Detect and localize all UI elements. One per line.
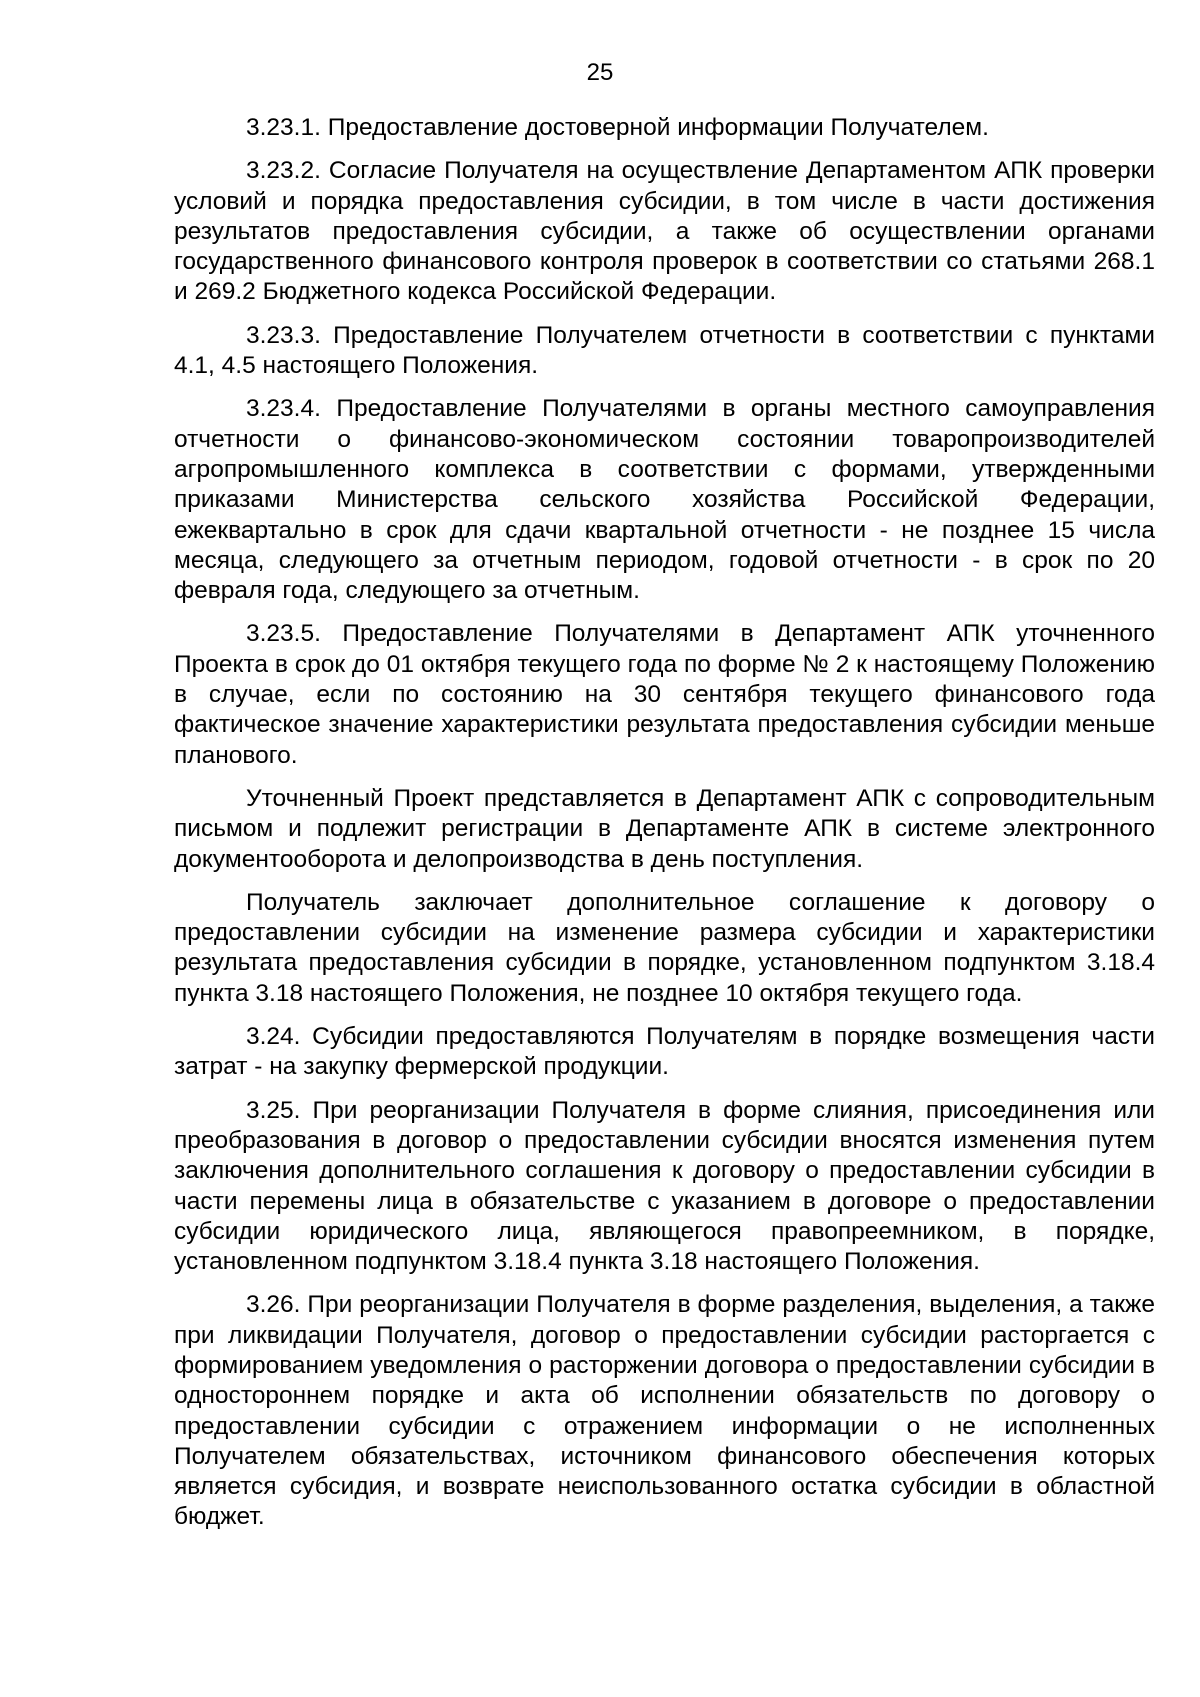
paragraph-supplementary-agreement: Получатель заключает дополнительное соглашение к договору о предоставлении субсидии на изменение размера субсидии и характеристики результата предоставления субсидии в порядке, установленном подпунктом 3.18.4 пункта 3.18 настоящего Положения, не позднее 10 октября текущего года. xyxy=(174,888,1155,1007)
paragraph-3-24: 3.24. Субсидии предоставляются Получателям в порядке возмещения части затрат - на закупку фермерской продукции. xyxy=(174,1023,1155,1081)
paragraph-3-23-4: 3.23.4. Предоставление Получателями в органы местного самоуправления отчетности о финансово-экономическом состоянии товаропроизводителей агропромышленного комплекса в соответствии с формами, утвержденными приказами Министерства сельского хозяйства Российской Федерации, ежеквартально в срок для сдачи квартальной отчетности - не позднее 15 числа месяца, следующего за отчетным периодом, годовой отчетности - в срок по 20 февраля года, следующего за отчетным. xyxy=(174,395,1155,605)
paragraph-3-23-1: 3.23.1. Предоставление достоверной информации Получателем. xyxy=(246,114,989,141)
paragraph-refined-project: Уточненный Проект представляется в Департамент АПК с сопроводительным письмом и подлежит регистрации в Департаменте АПК в системе электронного документооборота и делопроизводства в день поступления. xyxy=(174,784,1155,873)
paragraph-3-26: 3.26. При реорганизации Получателя в форме разделения, выделения, а также при ликвидации Получателя, договор о предоставлении субсидии расторгается с формированием уведомления о расторжении договора о предоставлении субсидии в одностороннем порядке и акта об исполнении обязательств по договору о предоставлении субсидии с отражением информации о не исполненных Получателем обязательствах, источником финансового обеспечения которых является субсидия, и возврате неиспользованного остатка субсидии в областной бюджет. xyxy=(174,1291,1155,1531)
document-body xyxy=(174,113,1155,1546)
paragraph-3-23-3: 3.23.3. Предоставление Получателем отчетности в соответствии с пунктами 4.1, 4.5 настоящего Положения. xyxy=(174,321,1155,380)
paragraph-3-25: 3.25. При реорганизации Получателя в форме слияния, присоединения или преобразования в договор о предоставлении субсидии вносятся изменения путем заключения дополнительного соглашения к договору о предоставлении субсидии в части перемены лица в обязательстве с указанием в договоре о предоставлении субсидии юридического лица, являющегося правопреемником, в порядке, установленном подпунктом 3.18.4 пункта 3.18 настоящего Положения. xyxy=(174,1096,1155,1276)
paragraph-3-23-2: 3.23.2. Согласие Получателя на осуществление Департаментом АПК проверки условий и порядка предоставления субсидии, в том числе в части достижения результатов предоставления субсидии, а также об осуществлении органами государственного финансового контроля проверок в соответствии со статьями 268.1 и 269.2 Бюджетного кодекса Российской Федерации. xyxy=(174,157,1155,306)
page-number: 25 xyxy=(586,59,614,86)
paragraph-3-23-5: 3.23.5. Предоставление Получателями в Департамент АПК уточненного Проекта в срок до 01 октября текущего года по форме № 2 к настоящему Положению в случае, если по состоянию на 30 сентября текущего финансового года фактическое значение характеристики результата предоставления субсидии меньше планового. xyxy=(174,620,1155,769)
